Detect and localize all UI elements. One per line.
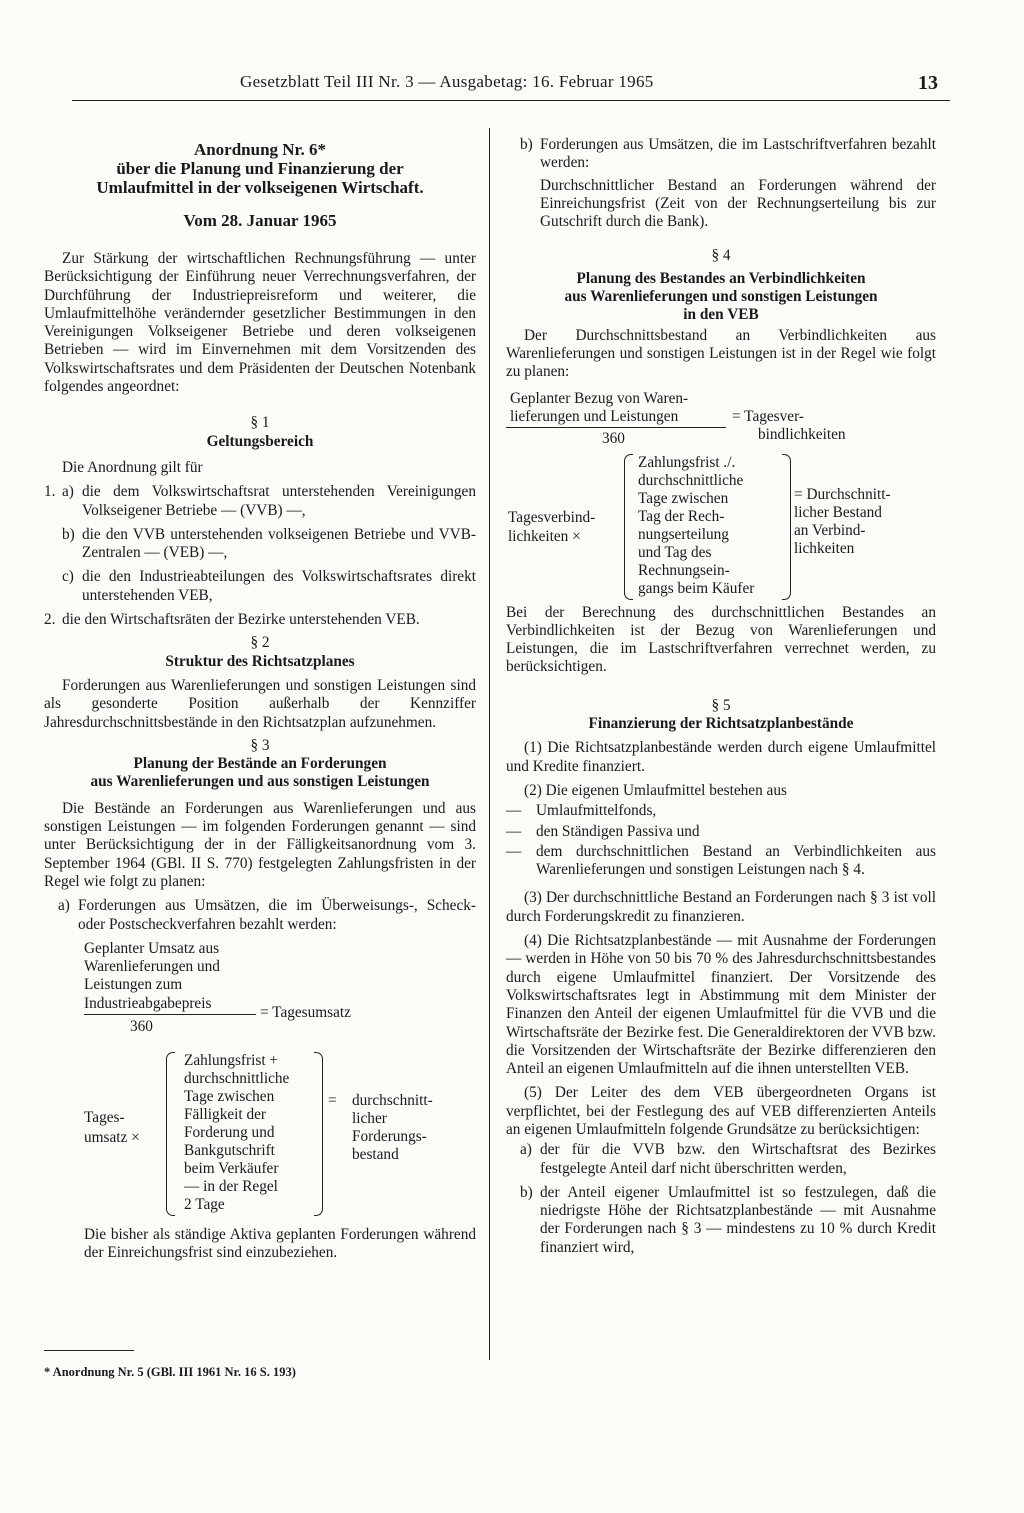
- list-item-1a: 1. a) die dem Volkswirtschaftsrat unterstehenden Vereinigungen Volkseigener Betriebe — (VVB) —,: [44, 483, 476, 519]
- formula-left-line-2: lichkeiten ×: [508, 527, 581, 545]
- formula-middle-line-8: gangs beim Käufer: [638, 579, 755, 597]
- document-date: Vom 28. Januar 1965: [183, 211, 337, 230]
- formula-numerator-line-2: Warenlieferungen und: [84, 958, 220, 976]
- formula-result: = Tagesumsatz: [260, 1003, 351, 1021]
- right-column: [506, 136, 936, 1257]
- section-5-item-b: b) der Anteil eigener Umlaufmittel ist so festzulegen, daß die niedrigste Höhe der Richtsatzplanbestände — mit Ausnahme der Forderungen nach § 3 — mindestens zu 10 % durch Kredit finanziert wird,: [520, 1183, 936, 1256]
- formula-numerator-line-1: Geplanter Bezug von Waren-: [510, 389, 689, 407]
- formula-middle-line-2: durchschnittliche: [184, 1069, 290, 1087]
- section-1-number: § 1: [250, 414, 270, 432]
- section-3-number: § 3: [250, 736, 270, 754]
- formula-middle-line-4: Tag der Rech-: [638, 507, 725, 525]
- formula-numerator-line-1: Geplanter Umsatz aus: [84, 939, 220, 957]
- section-1-lead: Die Anordnung gilt für: [62, 458, 203, 476]
- formula-numerator-line-4: Industrieabgabepreis: [84, 994, 212, 1012]
- brace-right: [782, 454, 791, 600]
- formula-middle-line-3: Tage zwischen: [184, 1087, 275, 1105]
- document-title: [44, 140, 476, 197]
- section-4-text: Der Durchschnittsbestand an Verbindlichkeiten aus Warenlieferungen und sonstigen Leistungen ist in der Regel wie folgt zu planen:: [506, 326, 936, 381]
- formula-middle-line-5: Forderung und: [184, 1123, 275, 1141]
- brace-left: [166, 1052, 175, 1216]
- section-3-item-b: b) Forderungen aus Umsätzen, die im Lastschriftverfahren bezahlt werden:: [520, 136, 936, 172]
- page-number: 13: [918, 72, 938, 94]
- footnote: * Anordnung Nr. 5 (GBl. III 1961 Nr. 16 S. 193): [44, 1365, 296, 1379]
- list-item-1c: c) die den Industrieabteilungen des Volkswirtschaftsrates direkt unterstehenden VEB,: [62, 568, 476, 604]
- dash-item-1: — Umlaufmittelfonds,: [506, 802, 657, 820]
- header-rule: [72, 100, 950, 101]
- section-3-item-a: a) Forderungen aus Umsätzen, die im Überweisungs-, Scheck- oder Postscheckverfahren bezahlt werden:: [58, 897, 476, 933]
- formula-middle-line-7: Rechnungsein-: [638, 561, 730, 579]
- section-1-heading: Geltungsbereich: [206, 432, 314, 450]
- formula-result-line-1: = Tagesver-: [732, 407, 804, 425]
- formula-middle-line-1: Zahlungsfrist ./.: [638, 453, 736, 471]
- section-5-para-4: (4) Die Richtsatzplanbestände — mit Ausnahme der Forderungen — werden in Höhe von 50 bis 70 % des Jahresdurchschnittsbestandes durch eigene Umlaufmittel finanziert. Der Vorsitzende des Volkswirtschaftsrates legt in Abstimmung mit dem Minister der Finanzen den Anteil der eigenen Umlaufmittel für die VVB und die Wirtschaftsräte der Bezirke fest. Die Generaldirektoren der VVB bzw. die Vorsitzenden der Wirtschaftsräte der Bezirke differenzieren den Anteil an eigenen Umlaufmitteln auf die ihnen unterstellten VEB.: [506, 932, 936, 1078]
- section-5-para-2: (2) Die eigenen Umlaufmittel bestehen aus: [524, 781, 787, 799]
- formula-numerator-line-2: lieferungen und Leistungen: [510, 407, 679, 425]
- formula-middle-line-6: Bankgutschrift: [184, 1141, 275, 1159]
- column-divider: [489, 128, 490, 1360]
- formula-middle-line-1: Zahlungsfrist +: [184, 1051, 279, 1069]
- formula-middle-line-5: nungserteilung: [638, 525, 729, 543]
- formula-daily-turnover: [84, 940, 476, 1050]
- formula-right-line-1: = Durchschnitt-: [794, 485, 891, 503]
- fraction-bar: [84, 1014, 256, 1015]
- dash-item-3: — dem durchschnittlichen Bestand an Verbindlichkeiten aus Warenlieferungen und sonstigen Leistungen nach § 4.: [506, 842, 936, 879]
- section-4-heading: [506, 270, 936, 325]
- formula-daily-liabilities: [506, 390, 936, 448]
- section-5-para-3: (3) Der durchschnittliche Bestand an Forderungen nach § 3 ist voll durch Forderungskredit zu finanzieren.: [506, 889, 936, 925]
- formula-equals: =: [328, 1091, 337, 1109]
- formula-right-line-2: licher Bestand: [794, 503, 882, 521]
- list-item-2: 2. die den Wirtschaftsräten der Bezirke unterstehenden VEB.: [44, 611, 420, 629]
- brace-left: [624, 454, 633, 600]
- formula-left-line-1: Tagesverbind-: [508, 508, 596, 526]
- formula-right-line-1: durchschnitt-: [352, 1091, 433, 1109]
- section-2-text: Forderungen aus Warenlieferungen und sonstigen Leistungen sind als gesonderte Position außerhalb der Kennziffer Jahresdurchschnittsbestände in den Richtsatzplan aufzunehmen.: [44, 676, 476, 731]
- formula-right: [352, 1092, 433, 1164]
- section-3-heading-line-1: Planung der Bestände an Forderungen: [133, 755, 387, 773]
- formula-middle-line-2: durchschnittliche: [638, 471, 744, 489]
- formula-right-line-3: an Verbind-: [794, 521, 866, 539]
- formula-right-line-2: licher: [352, 1109, 387, 1127]
- title-line-3: Umlaufmittel in der volkseigenen Wirtschaft.: [96, 178, 424, 197]
- formula-right-line-4: bestand: [352, 1145, 399, 1163]
- section-2-heading: Struktur des Richtsatzplanes: [165, 652, 355, 670]
- section-4-heading-line-1: Planung des Bestandes an Verbindlichkeiten: [576, 269, 866, 287]
- formula-right: [794, 486, 891, 558]
- section-2-number: § 2: [250, 634, 270, 652]
- section-5-para-1: (1) Die Richtsatzplanbestände werden durch eigene Umlaufmittel und Kredite finanziert.: [506, 739, 936, 775]
- title-line-1: Anordnung Nr. 6*: [193, 140, 327, 159]
- left-column: [44, 140, 476, 1262]
- section-5-item-a: a) der für die VVB bzw. den Wirtschaftsrat des Bezirkes festgelegte Anteil darf nicht überschritten werden,: [520, 1141, 936, 1177]
- section-3-item-b-detail: Durchschnittlicher Bestand an Forderungen während der Einreichungsfrist (Zeit von der Rechnungserteilung bis zur Gutschrift durch die Bank).: [540, 176, 936, 231]
- formula-middle-line-3: Tage zwischen: [638, 489, 729, 507]
- section-3-heading-line-2: aus Warenlieferungen und aus sonstigen Leistungen: [90, 773, 430, 791]
- formula-numerator-line-3: Leistungen zum: [84, 976, 183, 994]
- section-4-heading-line-3: in den VEB: [683, 306, 759, 324]
- formula-denominator: 360: [602, 429, 625, 447]
- formula-middle-line-9: 2 Tage: [184, 1195, 225, 1213]
- formula-middle-line-7: beim Verkäufer: [184, 1159, 279, 1177]
- dash-item-2: — den Ständigen Passiva und: [506, 822, 700, 840]
- formula-middle: [184, 1052, 289, 1214]
- formula-denominator: 360: [130, 1017, 153, 1035]
- section-4-heading-line-2: aus Warenlieferungen und sonstigen Leistungen: [564, 288, 878, 306]
- fraction-bar: [506, 427, 726, 428]
- footnote-rule: [44, 1350, 134, 1351]
- section-4-closing: Bei der Berechnung des durchschnittlichen Bestandes an Verbindlichkeiten ist der Bezug von Warenlieferungen und Leistungen, die im Lastschriftverfahren verrechnet werden, zu berücksichtigen.: [506, 603, 936, 676]
- section-4-number: § 4: [711, 247, 731, 265]
- formula-result-line-2: bindlichkeiten: [758, 425, 846, 443]
- section-5-para-5: (5) Der Leiter des dem VEB übergeordneten Organs ist verpflichtet, bei der Festlegung des auf VEB differenzierten Anteils an eigenen Umlaufmitteln folgende Grundsätze zu berücksichtigen:: [506, 1084, 936, 1138]
- intro-paragraph: Zur Stärkung der wirtschaftlichen Rechnungsführung — unter Berücksichtigung der Einführung neuer Verrechnungsverfahren, der Durchführung der Industriepreisreform und weiterer, die Umlaufmittelhöhe verändernder gesetzlicher Bestimmungen in den Vereinigungen Volkseigener Betriebe und deren volkseigenen Betrieben — wird im Einvernehmen mit dem Vorsitzenden des Volkswirtschaftsrates und dem Präsidenten der Deutschen Notenbank folgendes angeordnet:: [44, 250, 476, 396]
- section-3-heading: [44, 755, 476, 792]
- formula-middle-line-4: Fälligkeit der: [184, 1105, 266, 1123]
- formula-receivables: [84, 1050, 476, 1222]
- formula-middle: [638, 454, 754, 598]
- list-item-1b: b) die den VVB unterstehenden volkseigenen Betriebe und VVB-Zentralen — (VEB) —,: [62, 525, 476, 562]
- formula-middle-line-6: und Tag des: [638, 543, 712, 561]
- formula-right-line-4: lichkeiten: [794, 539, 855, 557]
- running-header: Gesetzblatt Teil III Nr. 3 — Ausgabetag: 16. Februar 1965: [240, 72, 654, 91]
- section-3-closing: Die bisher als ständige Aktiva geplanten Forderungen während der Einreichungsfrist sind einzubeziehen.: [84, 1225, 476, 1262]
- formula-liabilities: [506, 454, 936, 602]
- formula-left-line-1: Tages-: [84, 1108, 125, 1126]
- section-5-number: § 5: [711, 696, 731, 714]
- brace-right: [314, 1052, 323, 1216]
- formula-middle-line-8: — in der Regel: [184, 1177, 278, 1195]
- section-5-heading: Finanzierung der Richtsatzplanbestände: [588, 715, 854, 733]
- section-3-text: Die Bestände an Forderungen aus Warenlieferungen und aus sonstigen Leistungen — im folgenden Forderungen genannt — sind unter Berücksichtigung der in der Fälligkeitsanordnung vom 3. September 1964 (GBl. II S. 770) festgelegten Zahlungsfristen in der Regel wie folgt zu planen:: [44, 799, 476, 890]
- title-line-2: über die Planung und Finanzierung der: [116, 159, 404, 178]
- formula-left-line-2: umsatz ×: [84, 1128, 140, 1146]
- formula-right-line-3: Forderungs-: [352, 1127, 427, 1145]
